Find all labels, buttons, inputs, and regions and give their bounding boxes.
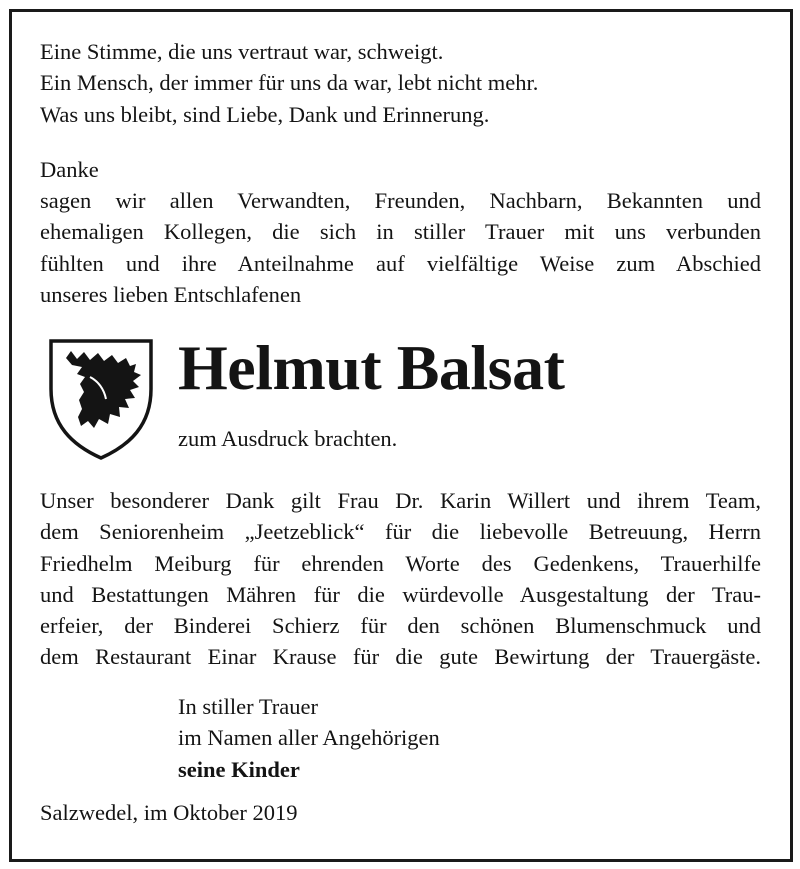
intro-verse-line: Was uns bleibt, sind Liebe, Dank und Erinnerung.	[40, 101, 490, 127]
place-and-date: Salzwedel, im Oktober 2019	[40, 800, 298, 825]
signature-block	[178, 691, 440, 785]
coat-of-arms-shield-icon	[46, 337, 156, 461]
special-thanks-line: und Bestattungen Mähren für die würdevolle Ausgestaltung der Trau-	[40, 581, 761, 607]
thanks-line: unseres lieben Entschlafenen	[40, 281, 302, 307]
thanks-paragraph	[40, 185, 761, 310]
signature-mourning-line: In stiller Trauer	[178, 694, 318, 719]
thanks-heading: Danke	[40, 157, 99, 182]
intro-verse-line: Ein Mensch, der immer für uns da war, lebt nicht mehr.	[40, 70, 539, 96]
intro-verse	[40, 36, 538, 130]
special-thanks-line: dem Restaurant Einar Krause für die gute Bewirtung der Trauergäste.	[40, 644, 761, 670]
special-thanks-line: Unser besonderer Dank gilt Frau Dr. Karin Willert und ihrem Team,	[40, 488, 761, 513]
thanks-line: fühlten und ihre Anteilnahme auf vielfältige Weise zum Abschied	[40, 250, 761, 276]
deceased-name: Helmut Balsat	[178, 332, 565, 403]
intro-verse-line: Eine Stimme, die uns vertraut war, schweigt.	[40, 39, 444, 64]
signature-signers: seine Kinder	[178, 756, 300, 782]
special-thanks-line: erfeier, der Binderei Schierz für den schönen Blumenschmuck und	[40, 613, 761, 639]
thanks-line: ehemaligen Kollegen, die sich in stiller Trauer mit uns verbunden	[40, 219, 761, 245]
expressed-line: zum Ausdruck brachten.	[178, 426, 398, 451]
signature-family-line: im Namen aller Angehörigen	[178, 725, 440, 751]
special-thanks-paragraph	[40, 485, 761, 673]
special-thanks-line: Friedhelm Meiburg für ehrenden Worte des Gedenkens, Trauerhilfe	[40, 550, 761, 576]
special-thanks-line: dem Seniorenheim „Jeetzeblick“ für die liebevolle Betreuung, Herrn	[40, 519, 761, 545]
thanks-line: sagen wir allen Verwandten, Freunden, Nachbarn, Bekannten und	[40, 188, 761, 213]
